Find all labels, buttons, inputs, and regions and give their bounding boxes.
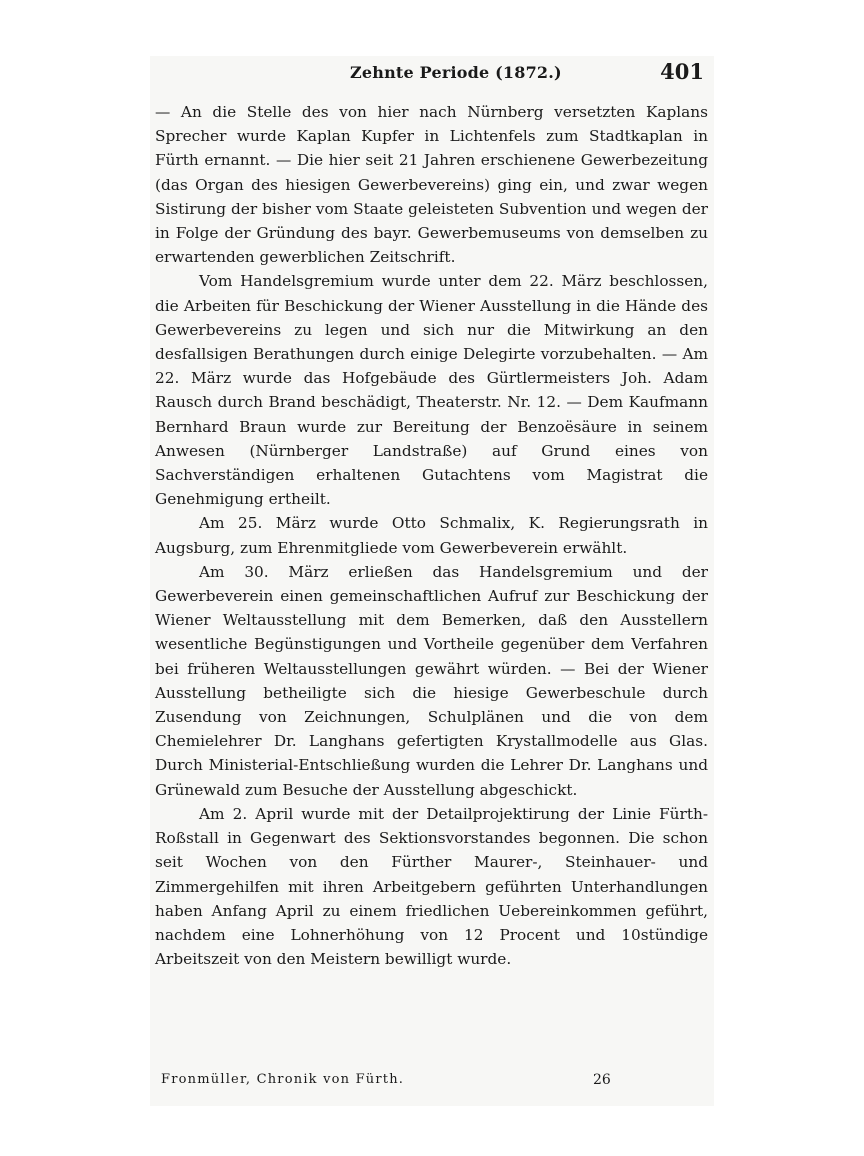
paragraph: Am 30. März erließen das Handelsgremium und der Gewerbeverein einen gemeinschaftlichen Aufruf zur Beschickung der Wiener Weltausstellung mit dem Bemerken, daß den Ausstellern wesentliche Begünstigungen und Vortheile gegenüber dem Verfahren bei früheren Weltausstellungen gewährt würden. — Bei der Wiener Ausstellung betheiligte sich die hiesige Gewerbeschule durch Zusendung von Zeichnungen, Schulplänen und die von dem Chemielehrer Dr. Langhans gefertigten Krystallmodelle aus Glas. Durch Ministerial-Entschließung wurden die Lehrer Dr. Langhans und Grünewald zum Besuche der Ausstellung abgeschickt. — [155, 562, 708, 799]
signature-number: 26 — [593, 1072, 611, 1088]
page-footer — [155, 1068, 708, 1092]
paragraph: Vom Handelsgremium wurde unter dem 22. März beschlossen, die Arbeiten für Beschickung der Wiener Ausstellung in die Hände des Gewerbevereins zu legen und sich nur die Mitwirkung an den desfallsigen Berathungen durch einige Delegirte vorzubehalten. — Am 22. März wurde das Hofgebäude des Gürtlermeisters Joh. Adam Rausch durch Brand beschädigt, Theaterstr. Nr. 12. — Dem Kaufmann Bernhard Braun wurde zur Bereitung der Benzoësäure in seinem Anwesen (Nürnberger Landstraße) auf Grund eines von Sachverständigen erhaltenen Gutachtens vom Magistrat die Genehmigung ertheilt. — [155, 272, 708, 509]
body-text — [155, 100, 708, 971]
page-number: 401 — [660, 59, 704, 84]
paragraph: Am 2. April wurde mit der Detailprojektirung der Linie Fürth-Roßstall in Gegenwart des Sektionsvorstandes begonnen. Die schon seit Wochen von den Fürther Maurer-, Steinhauer- und Zimmergehilfen mit ihren Arbeitgebern geführten Unterhandlungen haben Anfang April zu einem friedlichen Uebereinkommen geführt, nachdem eine Lohnerhöhung von 12 Procent und 10stündige Arbeitszeit von den Meistern bewilligt wurde. — [155, 804, 708, 969]
signature-line: Fronmüller, Chronik von Fürth. — [161, 1072, 405, 1087]
paragraph: Am 25. März wurde Otto Schmalix, K. Regierungsrath in Augsburg, zum Ehrenmitgliede vom Gewerbeverein erwählt. — [155, 514, 708, 557]
paragraph: — An die Stelle des von hier nach Nürnberg versetzten Kaplans Sprecher wurde Kaplan Kupfer in Lichtenfels zum Stadtkaplan in Fürth ernannt. — Die hier seit 21 Jahren erschienene Gewerbezeitung (das Organ des hiesigen Gewerbevereins) ging ein, und zwar wegen Sistirung der bisher vom Staate geleisteten Subvention und wegen der in Folge der Gründung des bayr. Gewerbemuseums von demselben zu erwartenden gewerblichen Zeitschrift. — [155, 103, 708, 267]
page-header — [155, 59, 708, 89]
running-title: Zehnte Periode (1872.) — [350, 63, 562, 82]
